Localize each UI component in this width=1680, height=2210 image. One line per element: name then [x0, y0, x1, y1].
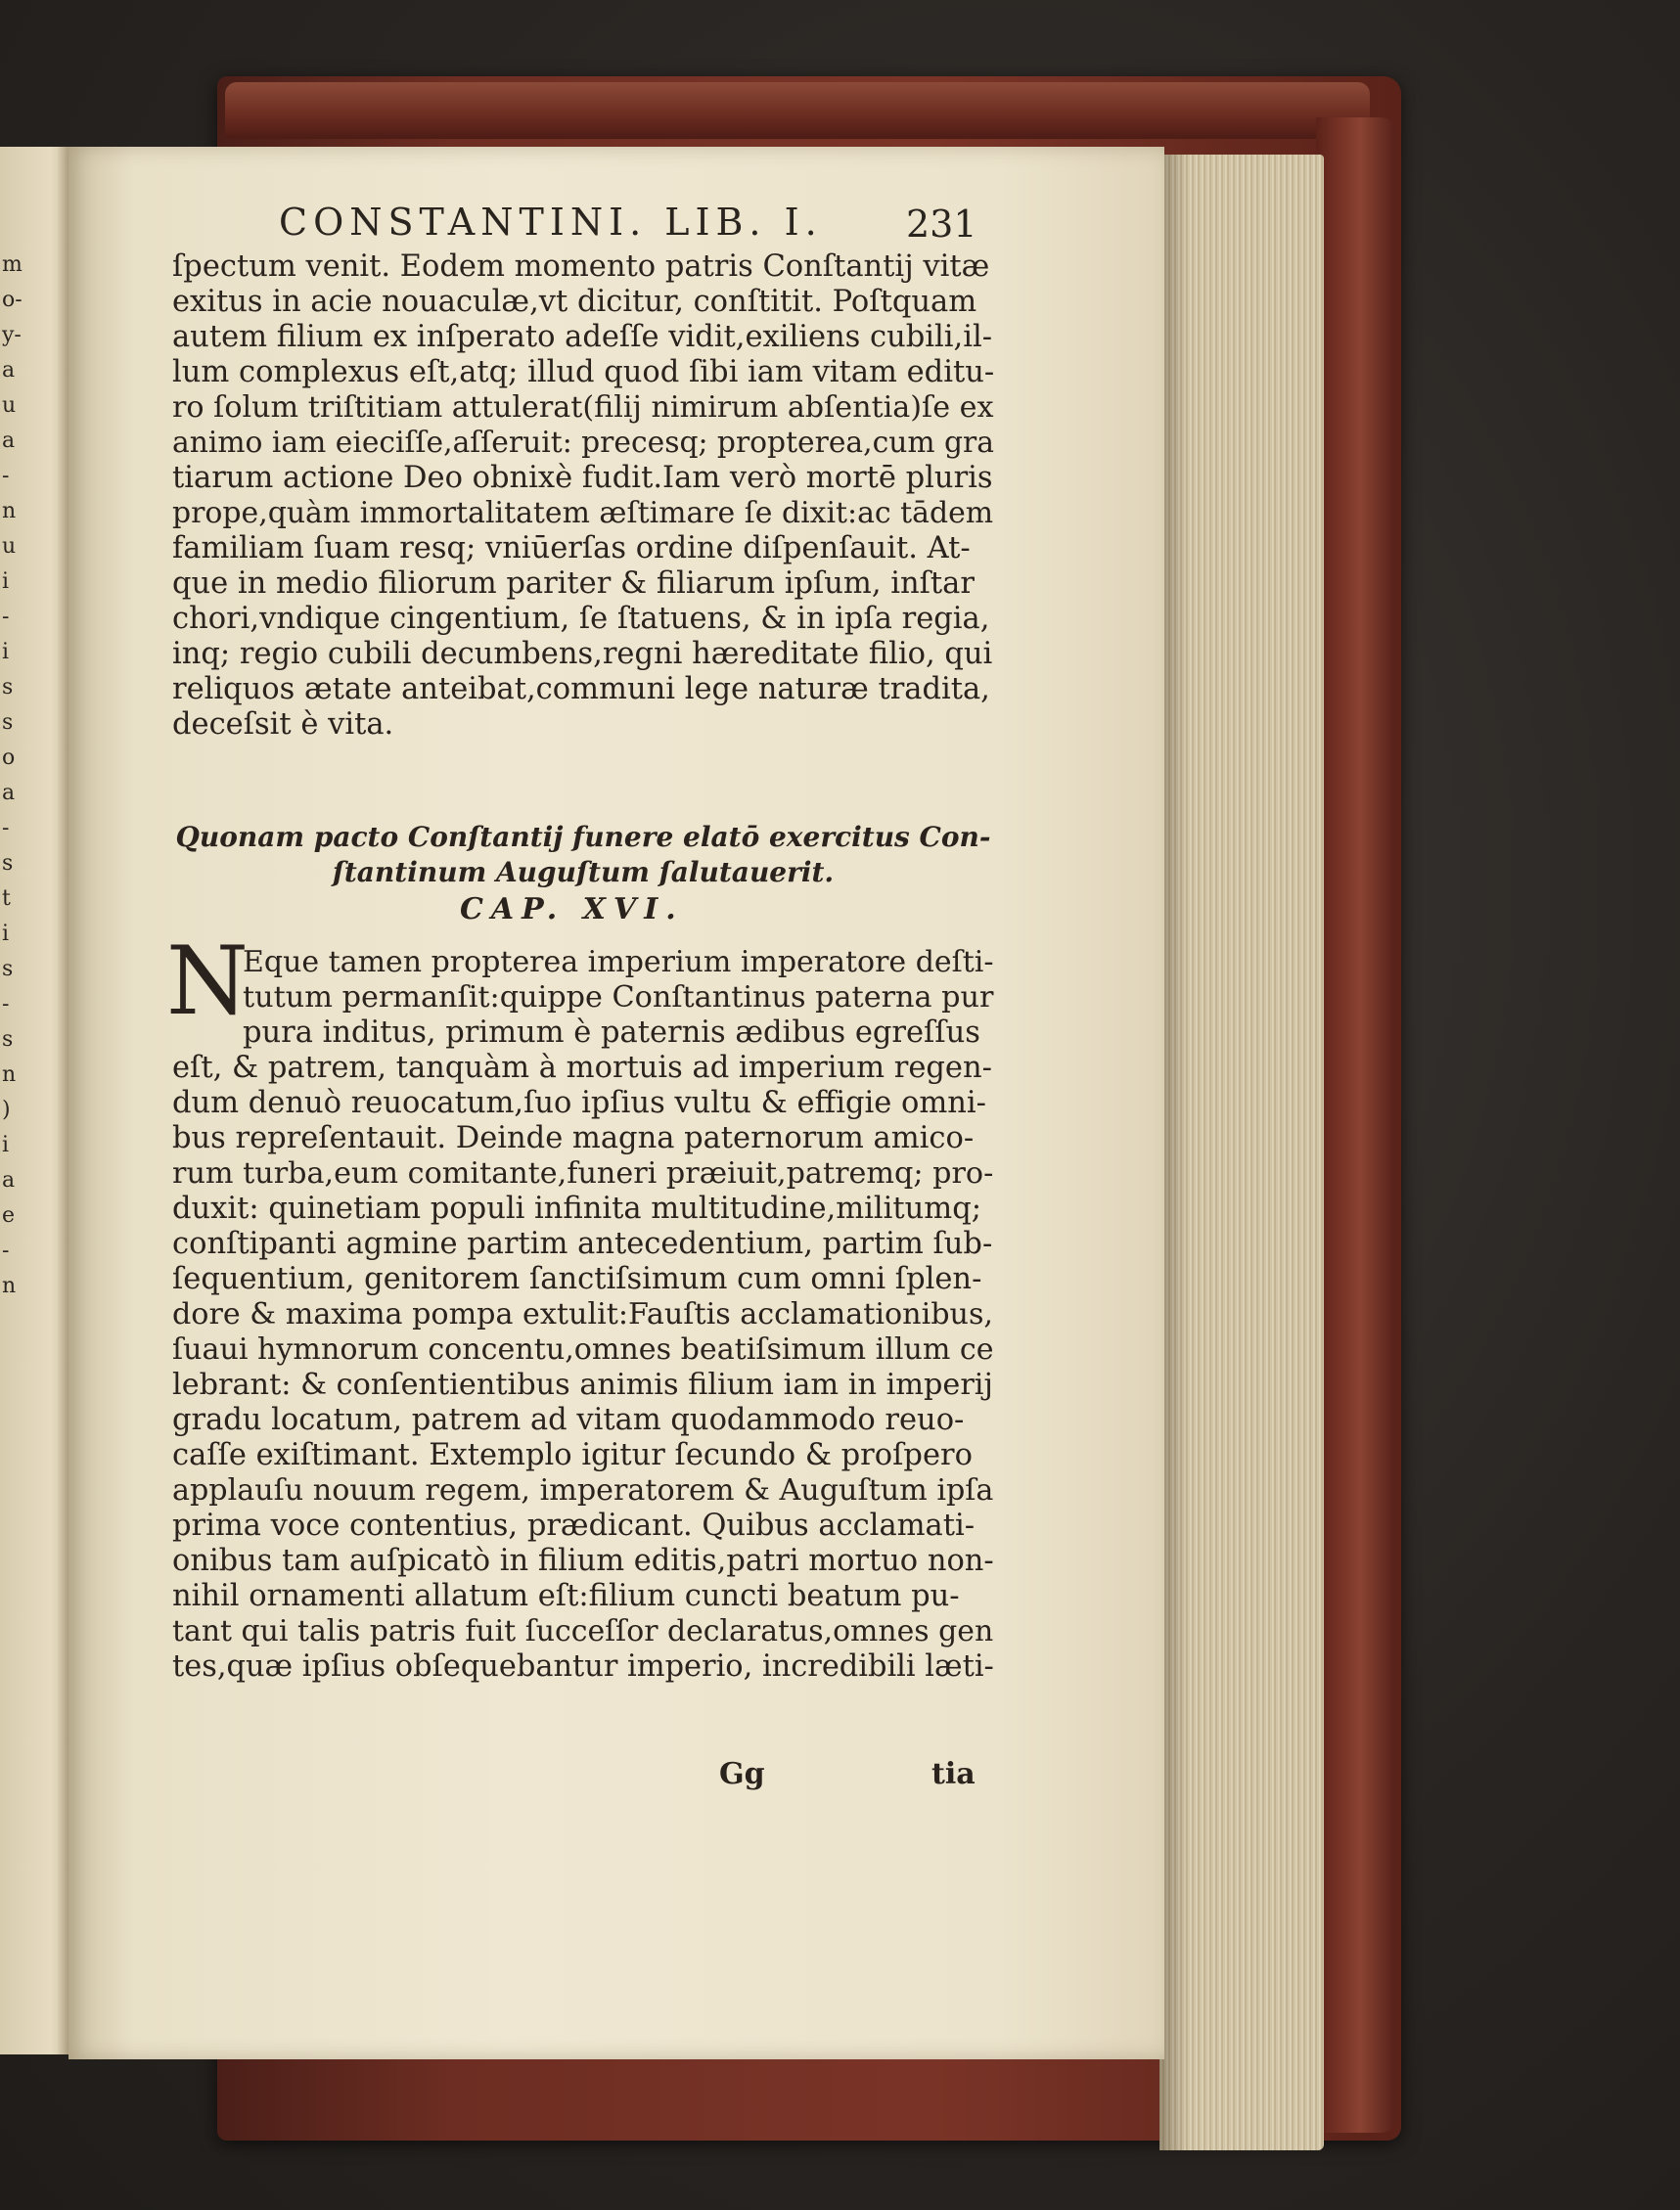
left-page-glyph: n: [2, 1274, 17, 1298]
left-page-glyph: -: [2, 992, 10, 1016]
left-page-glyph: -: [2, 464, 10, 488]
left-page-glyph: a: [2, 781, 16, 805]
text-line: inq; regio cubili decumbens,regni hæreditate filio, qui: [172, 637, 993, 671]
text-line: chori,vndique cingentium, ſe ſtatuens, & in ipſa regia,: [172, 602, 990, 636]
initial-letter: N: [166, 926, 249, 1036]
left-page-glyph: i: [2, 640, 10, 664]
running-head: CONSTANTINI. LIB. I.: [279, 201, 823, 244]
chapter-title-line: Quonam pacto Conſtantij funere elatō exercitus Con-: [175, 821, 991, 853]
text-line: dum denuò reuocatum,ſuo ipſius vultu & effigie omni-: [172, 1086, 986, 1120]
left-page-glyph: s: [2, 675, 14, 699]
text-line: exitus in acie nouaculæ,vt dicitur, conſtitit. Poſtquam: [172, 285, 977, 319]
left-page-glyph: o: [2, 745, 16, 770]
text-line: dore & maxima pompa extulit:Fauſtis acclamationibus,: [172, 1297, 993, 1331]
text-line: applauſu nouum regem, imperatorem & Auguſtum ipſa: [172, 1473, 994, 1508]
text-line: que in medio filiorum pariter & filiarum ipſum, inſtar: [172, 566, 975, 601]
text-line: tutum permanſit:quippe Conſtantinus paterna pur: [243, 980, 994, 1015]
left-page-glyph: t: [2, 886, 11, 911]
left-page-glyph: u: [2, 393, 17, 418]
text-line: gradu locatum, patrem ad vitam quodammodo reuo-: [172, 1403, 965, 1437]
text-line: onibus tam auſpicatò in filium editis,patri mortuo non-: [172, 1544, 994, 1578]
left-page-glyph: o-: [2, 288, 23, 312]
page-number: 231: [906, 203, 977, 246]
text-line: rum turba,eum comitante,funeri præiuit,patremq; pro-: [172, 1156, 994, 1191]
left-page-glyph: i: [2, 569, 10, 594]
chapter-title-line: ſtantinum Auguſtum ſalutauerit.: [332, 856, 835, 888]
chapter-number: CAP. XVI.: [460, 892, 684, 926]
left-page-glyph: y-: [2, 323, 22, 347]
text-line: tes,quæ ipſius obſequebantur imperio, incredibili læti-: [172, 1649, 994, 1684]
left-page-glyph: i: [2, 1133, 10, 1157]
text-line: Eque tamen propterea imperium imperatore deſti-: [243, 945, 994, 979]
text-line: duxit: quinetiam populi infinita multitudine,militumq;: [172, 1192, 982, 1226]
text-line: ſequentium, genitorem ſanctiſsimum cum omni ſplen-: [172, 1262, 982, 1296]
text-line: bus repreſentauit. Deinde magna paternorum amico-: [172, 1121, 975, 1155]
chapter-title: [172, 820, 994, 890]
text-line: caſſe exiſtimant. Extemplo igitur ſecundo & proſpero: [172, 1438, 973, 1472]
left-page-glyph: i: [2, 922, 10, 946]
text-line: pura inditus, primum è paternis ædibus egreſſus: [243, 1015, 980, 1050]
left-page-glyph: s: [2, 1027, 14, 1052]
left-page-glyph: a: [2, 358, 16, 383]
paragraph-1: [172, 249, 994, 743]
left-page-glyph: s: [2, 851, 14, 876]
text-line: nihil ornamenti allatum eſt:filium cuncti beatum pu-: [172, 1579, 960, 1613]
text-line: ſpectum venit. Eodem momento patris Conſtantij vitæ: [172, 249, 990, 284]
signature-mark: Gg: [719, 1757, 765, 1791]
text-line: familiam ſuam resq; vniūerſas ordine diſpenſauit. At-: [172, 531, 971, 565]
text-line: lebrant: & conſentientibus animis filium iam in imperij: [172, 1368, 993, 1402]
text-line: ro ſolum triſtitiam attulerat(filij nimirum abſentia)ſe ex: [172, 390, 994, 425]
text-line: deceſsit è vita.: [172, 707, 394, 742]
left-page-glyph: e: [2, 1203, 16, 1228]
left-page-glyph: s: [2, 710, 14, 735]
book-cover-fore-edge: [1316, 117, 1396, 2133]
left-page-glyph: m: [2, 252, 23, 277]
text-line: autem filium ex inſperato adeſſe vidit,exiliens cubili,il-: [172, 320, 993, 354]
left-page-glyph: a: [2, 428, 16, 453]
text-line: eſt, & patrem, tanquàm à mortuis ad imperium regen-: [172, 1051, 992, 1085]
text-line: prima voce contentius, prædicant. Quibus acclamati-: [172, 1509, 976, 1543]
left-page-glyph: -: [2, 605, 10, 629]
text-line: animo iam eieciſſe,aſſeruit: precesq; propterea,cum gra: [172, 426, 994, 460]
text-line: reliquos ætate anteibat,communi lege naturæ tradita,: [172, 672, 990, 706]
text-line: tiarum actione Deo obnixè fudit.Iam verò mortē pluris: [172, 461, 993, 495]
catchword: tia: [931, 1757, 976, 1791]
text-line: prope,quàm immortalitatem æſtimare ſe dixit:ac tādem: [172, 496, 994, 530]
left-page-glyph: u: [2, 534, 17, 559]
left-page-glyph: n: [2, 1062, 17, 1087]
text-line: conſtipanti agmine partim antecedentium, partim ſub-: [172, 1227, 993, 1261]
left-page-glyph: a: [2, 1168, 16, 1193]
left-page-glyph: -: [2, 1239, 10, 1263]
paragraph-2: [172, 945, 994, 1685]
text-line: tant qui talis patris fuit ſucceſſor declaratus,omnes gen: [172, 1614, 994, 1648]
text-line: lum complexus eſt,atq; illud quod ſibi iam vitam editu-: [172, 355, 995, 389]
left-page-glyph: n: [2, 499, 17, 523]
text-line: ſuaui hymnorum concentu,omnes beatiſsimum illum ce: [172, 1332, 994, 1367]
left-page-glyph: s: [2, 957, 14, 981]
left-page-glyph: -: [2, 816, 10, 840]
left-page-glyph: ): [2, 1098, 11, 1122]
book-cover-top-edge: [225, 82, 1370, 139]
